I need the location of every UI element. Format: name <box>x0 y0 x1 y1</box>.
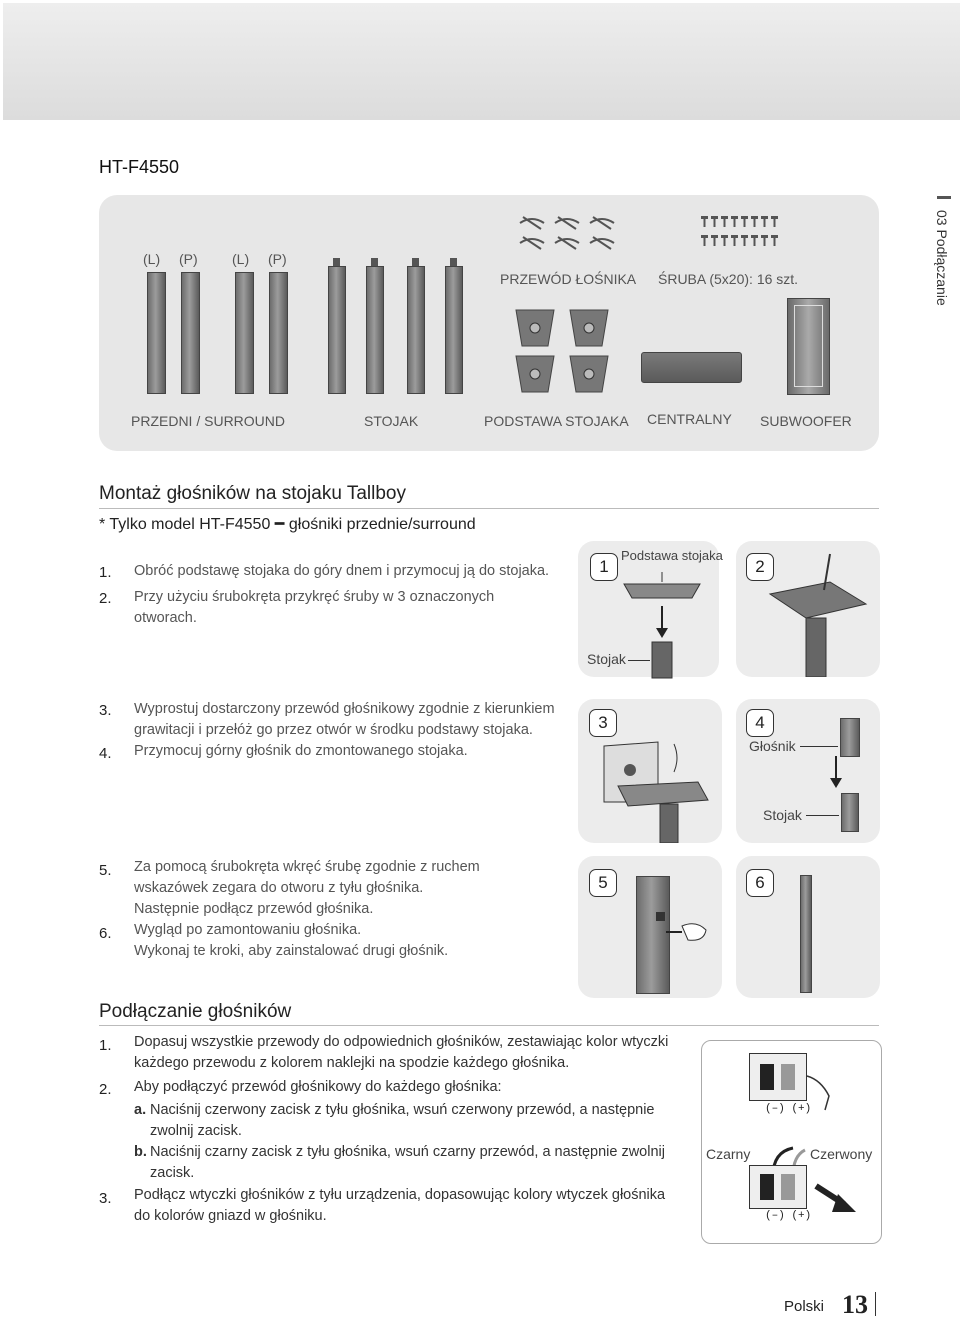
connect-step-2b-line: Naciśnij czarny zacisk z tyłu głośnika, wsuń czarny przewód, a następnie zwolnij <box>150 1144 665 1160</box>
top-band <box>3 3 960 120</box>
speaker-callout: Głośnik <box>749 738 796 754</box>
step-1-text <box>134 561 549 582</box>
callout-leader <box>628 660 650 661</box>
callout-leader <box>806 815 839 816</box>
figure-5-number: 5 <box>589 869 617 897</box>
step-5-line: Następnie podłącz przewód głośnika. <box>134 901 374 917</box>
step-number: 3. <box>99 702 112 719</box>
connect-step-2-line: Aby podłączyć przewód głośnikowy do każdego głośnika: <box>134 1079 502 1095</box>
connect-step-3-text <box>134 1185 665 1227</box>
step-5-text <box>134 857 480 920</box>
step-2-text <box>134 587 494 629</box>
tallboy-note: * Tylko model HT-F4550 ━ głośniki przednie/surround <box>99 516 476 533</box>
step-1-line: Obróć podstawę stojaka do góry dnem i przymocuj ją do stojaka. <box>134 563 550 579</box>
assembled-speaker-image <box>800 875 812 993</box>
red-terminal <box>781 1064 795 1090</box>
figure-3-illustration <box>598 738 718 843</box>
stand-image <box>407 266 425 394</box>
stand-callout: Stojak <box>763 807 802 823</box>
speaker-cable-icon <box>515 213 625 253</box>
connect-step-2a-line: zwolnij zacisk. <box>150 1123 242 1139</box>
front-surround-caption: PRZEDNI / SURROUND <box>131 413 286 429</box>
step-6-text <box>134 920 448 962</box>
connect-step-1-text <box>134 1032 668 1074</box>
black-terminal <box>760 1064 774 1090</box>
center-caption: CENTRALNY <box>647 411 732 427</box>
stand-image <box>841 793 859 832</box>
stand-base-callout: Podstawa stojaka <box>621 548 723 563</box>
figure-1-number: 1 <box>590 553 618 581</box>
step-4-text <box>134 741 468 762</box>
side-tab-label: 03 Podłączanie <box>934 210 950 306</box>
section-rule <box>99 508 879 509</box>
step-3-line: Wyprostuj dostarczony przewód głośnikowy zgodnie z kierunkiem <box>134 701 555 717</box>
step-letter: b. <box>134 1144 147 1160</box>
connect-step-2a-line: Naciśnij czerwony zacisk z tyłu głośnika, wsuń czerwony przewód, a następnie <box>150 1102 655 1118</box>
front-speaker-image <box>147 272 166 394</box>
step-number: 2. <box>99 590 112 607</box>
figure-4-number: 4 <box>746 709 774 737</box>
figure-2-illustration <box>760 548 875 677</box>
step-number: 2. <box>99 1081 112 1098</box>
screw-label: ŚRUBA (5x20): 16 szt. <box>658 271 799 287</box>
tallboy-title: Montaż głośników na stojaku Tallboy <box>99 483 406 504</box>
stand-caption: STOJAK <box>364 413 419 429</box>
connect-step-2b-line: zacisk. <box>150 1165 195 1181</box>
subwoofer-caption: SUBWOOFER <box>760 413 852 429</box>
connect-step-3-line: do kolorów gniazd w głośniku. <box>134 1208 327 1224</box>
front-speaker-image <box>181 272 200 394</box>
speaker-terminal-panel <box>749 1053 807 1101</box>
arrow-down-icon <box>826 756 846 790</box>
step-2-line: Przy użyciu śrubokręta przykręć śruby w 3 oznaczonych <box>134 589 495 605</box>
polarity-label: (–) (+) <box>765 1103 812 1115</box>
speaker-cable-label: PRZEWÓD ŁOŚNIKA <box>500 271 637 287</box>
footer-divider <box>875 1292 876 1316</box>
page-number: 13 <box>842 1290 868 1319</box>
front-right-label-1: (P) <box>179 251 198 267</box>
step-number: 4. <box>99 745 112 762</box>
speaker-image <box>840 718 860 757</box>
polarity-label: (–) (+) <box>765 1210 812 1222</box>
footer-language: Polski <box>784 1298 825 1315</box>
step-2-line: otworach. <box>134 610 197 626</box>
figure-6-number: 6 <box>746 869 774 897</box>
surround-speaker-image <box>269 272 288 394</box>
stand-image <box>328 266 346 394</box>
step-4-line: Przymocuj górny głośnik do zmontowanego stojaka. <box>134 743 468 759</box>
center-speaker-image <box>641 352 742 383</box>
step-number: 5. <box>99 862 112 879</box>
front-left-label-2: (L) <box>232 251 250 267</box>
arrow-release-icon <box>812 1180 862 1220</box>
connect-step-2b-text <box>150 1142 665 1184</box>
stand-callout: Stojak <box>587 651 626 667</box>
section-rule <box>99 1025 879 1026</box>
speaker-terminal-panel <box>749 1165 807 1209</box>
step-number: 6. <box>99 925 112 942</box>
figure-1-illustration <box>612 562 712 682</box>
stand-base-caption: PODSTAWA STOJAKA <box>484 413 629 429</box>
step-3-line: grawitacji i przełóż go przez otwór w środku podstawy stojaka. <box>134 722 533 738</box>
red-terminal <box>781 1174 795 1200</box>
connect-step-1-line: Dopasuj wszystkie przewody do odpowiednich głośników, zestawiając kolor wtyczki <box>134 1034 669 1050</box>
subwoofer-panel <box>794 305 823 387</box>
black-wire-label: Czarny <box>706 1146 751 1162</box>
figure-2-number: 2 <box>746 553 774 581</box>
step-6-line: Wykonaj te kroki, aby zainstalować drugi głośnik. <box>134 943 449 959</box>
stand-image <box>366 266 384 394</box>
screwdriver-hand-icon <box>664 918 709 946</box>
step-number: 1. <box>99 1037 112 1054</box>
side-tab <box>922 210 960 340</box>
step-3-text <box>134 699 555 741</box>
figure-3-number: 3 <box>589 709 617 737</box>
connect-step-2a-text <box>150 1100 655 1142</box>
connect-step-3-line: Podłącz wtyczki głośników z tyłu urządzenia, dopasowując kolory wtyczek głośnika <box>134 1187 666 1203</box>
red-wire-label: Czerwony <box>810 1146 873 1162</box>
step-number: 1. <box>99 564 112 581</box>
callout-leader <box>800 746 838 747</box>
stand-base-image <box>512 306 612 398</box>
finger-press-icon <box>805 1072 833 1112</box>
step-5-line: Za pomocą śrubokręta wkręć śrubę zgodnie z ruchem <box>134 859 480 875</box>
subwoofer-image <box>787 298 830 395</box>
model-label: HT-F4550 <box>99 157 180 177</box>
connect-title: Podłączanie głośników <box>99 1001 292 1022</box>
surround-speaker-image <box>235 272 254 394</box>
connect-step-2-text <box>134 1077 502 1098</box>
front-right-label-2: (P) <box>268 251 287 267</box>
stand-image <box>445 266 463 394</box>
screw-icon <box>698 214 778 250</box>
step-6-line: Wygląd po zamontowaniu głośnika. <box>134 922 362 938</box>
step-letter: a. <box>134 1102 147 1118</box>
front-left-label-1: (L) <box>143 251 161 267</box>
step-number: 3. <box>99 1190 112 1207</box>
step-5-line: wskazówek zegara do otworu z tyłu głośnika. <box>134 880 424 896</box>
connect-step-1-line: każdego przewodu z kolorem naklejki na spodzie każdego głośnika. <box>134 1055 570 1071</box>
black-terminal <box>760 1174 774 1200</box>
side-tab-rule <box>937 196 951 199</box>
